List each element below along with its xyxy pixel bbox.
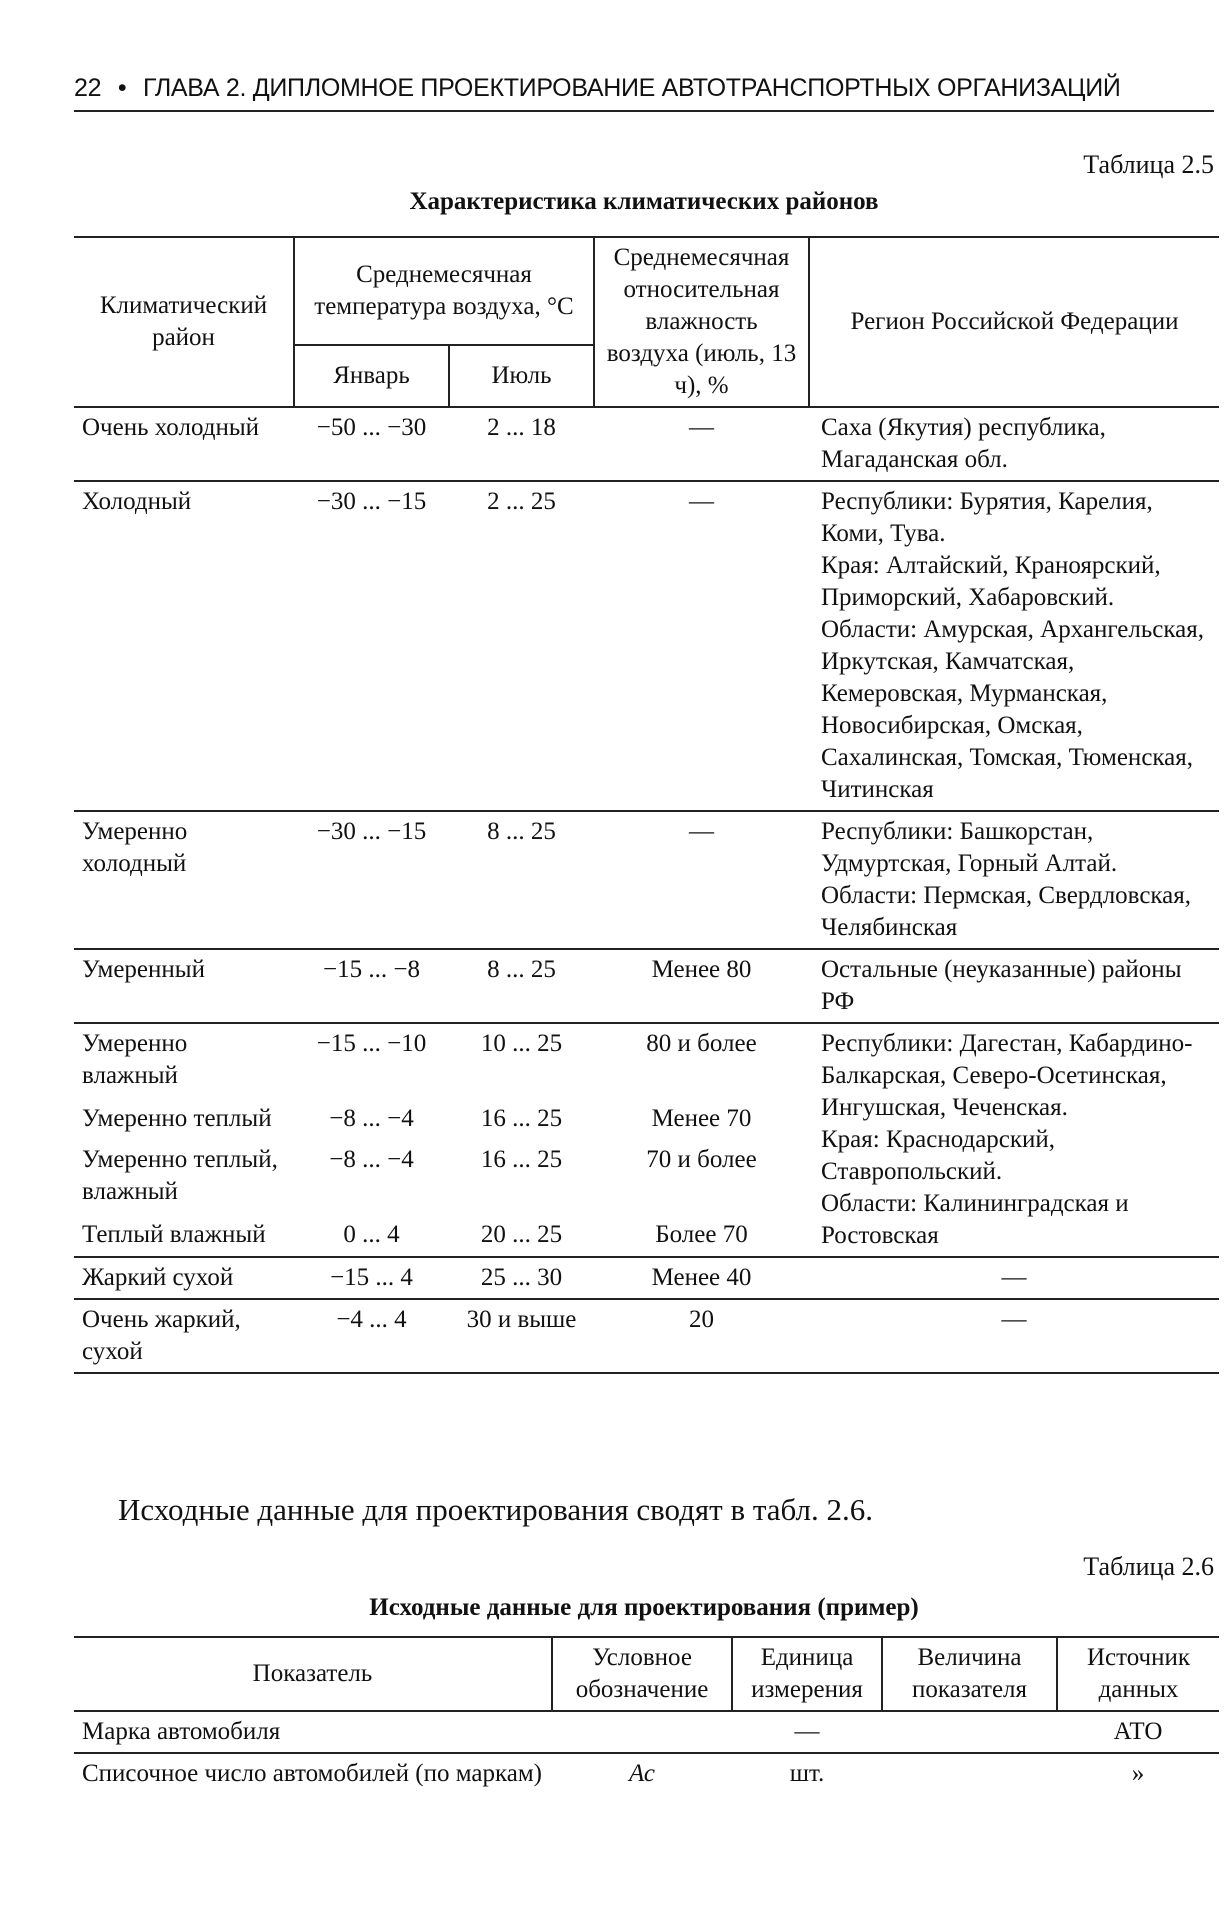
header-indicator: Показатель [74, 1637, 552, 1711]
header-region: Регион Российской Федерации [809, 237, 1219, 407]
jul-cell: 20 ... 25 [480, 1220, 563, 1248]
humidity-cell: Менее 40 [594, 1257, 809, 1299]
jul-cell: 8 ... 25 [449, 811, 594, 949]
indicator-cell: Марка автомобиля [82, 1718, 281, 1745]
table-row [74, 407, 1219, 481]
jul-cell: 30 и выше [449, 1299, 594, 1373]
jan-cell: −8 ... −4 [329, 1104, 414, 1132]
district-cell: Умеренно влажный [74, 1023, 294, 1099]
humidity-cell: Менее 80 [594, 949, 809, 1023]
jan-cell: −50 ... −30 [294, 407, 449, 481]
header-rule [74, 110, 1214, 112]
jan-cell: −4 ... 4 [294, 1299, 449, 1373]
jan-cell: −30 ... −15 [294, 481, 449, 811]
district-cell: Теплый влажный [82, 1220, 266, 1248]
district-cell: Очень жаркий, сухой [74, 1299, 294, 1373]
jul-cell: 16 ... 25 [480, 1145, 563, 1173]
header-source: Источник данных [1057, 1637, 1219, 1711]
humidity-cell: — [594, 811, 809, 949]
symbol-cell [552, 1711, 732, 1753]
table-2-5-label: Таблица 2.5 [1083, 150, 1214, 179]
humidity-cell: Менее 70 [651, 1104, 752, 1132]
jan-cell: −15 ... 4 [294, 1257, 449, 1299]
table-row [74, 1299, 1219, 1373]
source-cell: » [1057, 1753, 1219, 1794]
jan-cell: −15 ... −10 [294, 1023, 449, 1099]
district-cell: Жаркий сухой [74, 1257, 294, 1299]
region-cell: — [809, 1299, 1219, 1373]
header-district: Климатический район [74, 237, 294, 407]
humidity-cell: Более 70 [655, 1220, 748, 1248]
jul-cell: 2 ... 25 [449, 481, 594, 811]
page-number: 22 [74, 74, 102, 102]
region-cell: — [809, 1257, 1219, 1299]
source-cell: АТО [1113, 1718, 1163, 1745]
table-row [74, 1257, 1219, 1299]
indicator-cell: Списочное число автомобилей (по маркам) [74, 1753, 552, 1794]
region-cell: Республики: Бурятия, Карелия, Коми, Тува. Края: Алтайский, Краноярский, Приморский, Хабаровский. Области: Амурская, Архангельская, Иркутская, Камчатская, Кемеровская, Мурманская, Новосибирская, Омская, Сахалинская, Томская, Тюменская, Читинская [809, 481, 1219, 811]
district-cell: Умеренный [74, 949, 294, 1023]
jan-cell: −8 ... −4 [329, 1145, 414, 1173]
value-cell [882, 1711, 1057, 1753]
humidity-cell: — [594, 481, 809, 811]
table-row [74, 811, 1219, 949]
jul-cell: 10 ... 25 [449, 1023, 594, 1099]
header-temp: Среднемесячная температура воздуха, °С [294, 237, 594, 345]
region-cell: Республики: Дагестан, Кабардино-Балкарская, Северо-Осетинская, Ингушская, Чеченская. Края: Краснодарский, Ставропольский. Области: Калининградская и Ростовская [809, 1023, 1219, 1257]
header-unit: Единица измерения [732, 1637, 882, 1711]
table-2-6-title: Исходные данные для проектирования (пример) [369, 1594, 919, 1621]
climate-table [74, 236, 1219, 1374]
jul-cell: 8 ... 25 [449, 949, 594, 1023]
value-cell [882, 1753, 1057, 1794]
table-row [74, 1711, 1219, 1753]
district-cell: Холодный [74, 481, 294, 811]
unit-cell: — [794, 1718, 820, 1745]
humidity-cell: — [594, 407, 809, 481]
chapter-title: ГЛАВА 2. ДИПЛОМНОЕ ПРОЕКТИРОВАНИЕ АВТОТРАНСПОРТНЫХ ОРГАНИЗАЦИЙ [142, 74, 1121, 102]
jan-cell: 0 ... 4 [343, 1220, 400, 1248]
header-symbol: Условное обозначение [552, 1637, 732, 1711]
unit-cell: шт. [732, 1753, 882, 1794]
table-2-5-title: Характеристика климатических районов [409, 188, 879, 215]
header-bullet: • [117, 74, 127, 102]
table-row [74, 949, 1219, 1023]
district-cell: Очень холодный [74, 407, 294, 481]
symbol-cell: Ас [552, 1753, 732, 1794]
body-paragraph: Исходные данные для проектирования сводят в табл. 2.6. [118, 1492, 874, 1527]
table-row [74, 1023, 1219, 1099]
jan-cell: −15 ... −8 [294, 949, 449, 1023]
humidity-cell: 80 и более [594, 1023, 809, 1099]
humidity-cell: 20 [594, 1299, 809, 1373]
table-2-6-label: Таблица 2.6 [1083, 1552, 1214, 1581]
table-row [74, 481, 1219, 811]
jul-cell: 2 ... 18 [449, 407, 594, 481]
humidity-cell: 70 и более [646, 1145, 757, 1173]
jan-cell: −30 ... −15 [294, 811, 449, 949]
district-cell: Умеренно теплый, влажный [82, 1145, 278, 1205]
region-cell: Саха (Якутия) республика, Магаданская обл. [809, 407, 1219, 481]
input-data-table [74, 1636, 1219, 1794]
region-cell: Остальные (неуказанные) районы РФ [809, 949, 1219, 1023]
header-january: Январь [294, 345, 449, 407]
region-cell: Республики: Башкорстан, Удмуртская, Горный Алтай. Области: Пермская, Свердловская, Челябинская [809, 811, 1219, 949]
district-cell: Умеренно холодный [74, 811, 294, 949]
jul-cell: 25 ... 30 [449, 1257, 594, 1299]
header-value: Величина показателя [882, 1637, 1057, 1711]
district-cell: Умеренно теплый [82, 1104, 272, 1132]
header-july: Июль [449, 345, 594, 407]
jul-cell: 16 ... 25 [480, 1104, 563, 1132]
running-header [74, 74, 1214, 103]
table-row [74, 1753, 1219, 1794]
header-humidity: Среднемесячная относительная влажность воздуха (июль, 13 ч), % [594, 237, 809, 407]
